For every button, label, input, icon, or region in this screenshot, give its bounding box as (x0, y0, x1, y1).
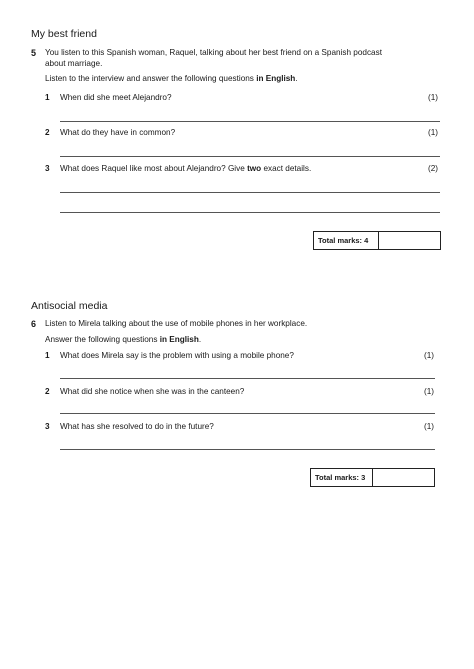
subquestion-text-part: What does Raquel like most about Alejandro? Give (60, 164, 248, 173)
intro-line: about marriage. (45, 59, 103, 68)
answer-line[interactable] (60, 121, 440, 122)
subquestion-number: 2 (45, 387, 50, 396)
question-intro (45, 47, 382, 69)
total-marks-label: Total marks: 4 (314, 232, 379, 249)
subquestion-text-part: exact details. (261, 164, 312, 173)
answer-line[interactable] (60, 192, 440, 193)
total-marks-label: Total marks: 3 (311, 469, 373, 486)
instruction-emphasis: in English (256, 74, 296, 83)
marks-label: (1) (424, 387, 435, 396)
marks-label: (1) (424, 422, 435, 431)
instruction-emphasis: in English (159, 335, 199, 344)
instruction-text: Listen to the interview and answer the following questions (45, 74, 257, 83)
subquestion-text: What does Mirela say is the problem with using a mobile phone? (60, 351, 294, 360)
instruction-text: . (198, 335, 202, 344)
total-marks-box (310, 468, 435, 487)
answer-line[interactable] (60, 212, 440, 213)
marks-label: (1) (428, 128, 439, 137)
subquestion-text: What has she resolved to do in the future? (60, 422, 214, 431)
question-number: 6 (31, 319, 37, 329)
answer-line[interactable] (60, 378, 435, 379)
subquestion-text: What do they have in common? (60, 128, 176, 137)
total-marks-box (313, 231, 441, 250)
marks-label: (2) (428, 164, 439, 173)
instruction-text: Answer the following questions (45, 335, 160, 344)
subquestion-text: What did she notice when she was in the canteen? (60, 387, 245, 396)
instruction-text: . (295, 74, 298, 83)
subquestion-emphasis: two (247, 164, 262, 173)
marks-label: (1) (428, 93, 439, 102)
subquestion-number: 2 (45, 128, 50, 137)
subquestion-number: 1 (45, 351, 50, 360)
question-number: 5 (31, 48, 37, 58)
answer-line[interactable] (60, 413, 435, 414)
intro-line: You listen to this Spanish woman, Raquel, talking about her best friend on a Spanish podcast (45, 48, 382, 57)
subquestion-text (60, 164, 311, 173)
subquestion-number: 3 (45, 422, 50, 431)
subquestion-number: 1 (45, 93, 50, 102)
answer-line[interactable] (60, 156, 440, 157)
section-title: My best friend (31, 28, 97, 40)
marks-label: (1) (424, 351, 435, 360)
subquestion-text: When did she meet Alejandro? (60, 93, 172, 102)
question-intro: Listen to Mirela talking about the use of mobile phones in her workplace. (45, 319, 308, 328)
section-title: Antisocial media (31, 300, 108, 312)
question-instruction (45, 73, 298, 84)
subquestion-number: 3 (45, 164, 50, 173)
question-instruction (45, 334, 201, 345)
answer-line[interactable] (60, 449, 435, 450)
